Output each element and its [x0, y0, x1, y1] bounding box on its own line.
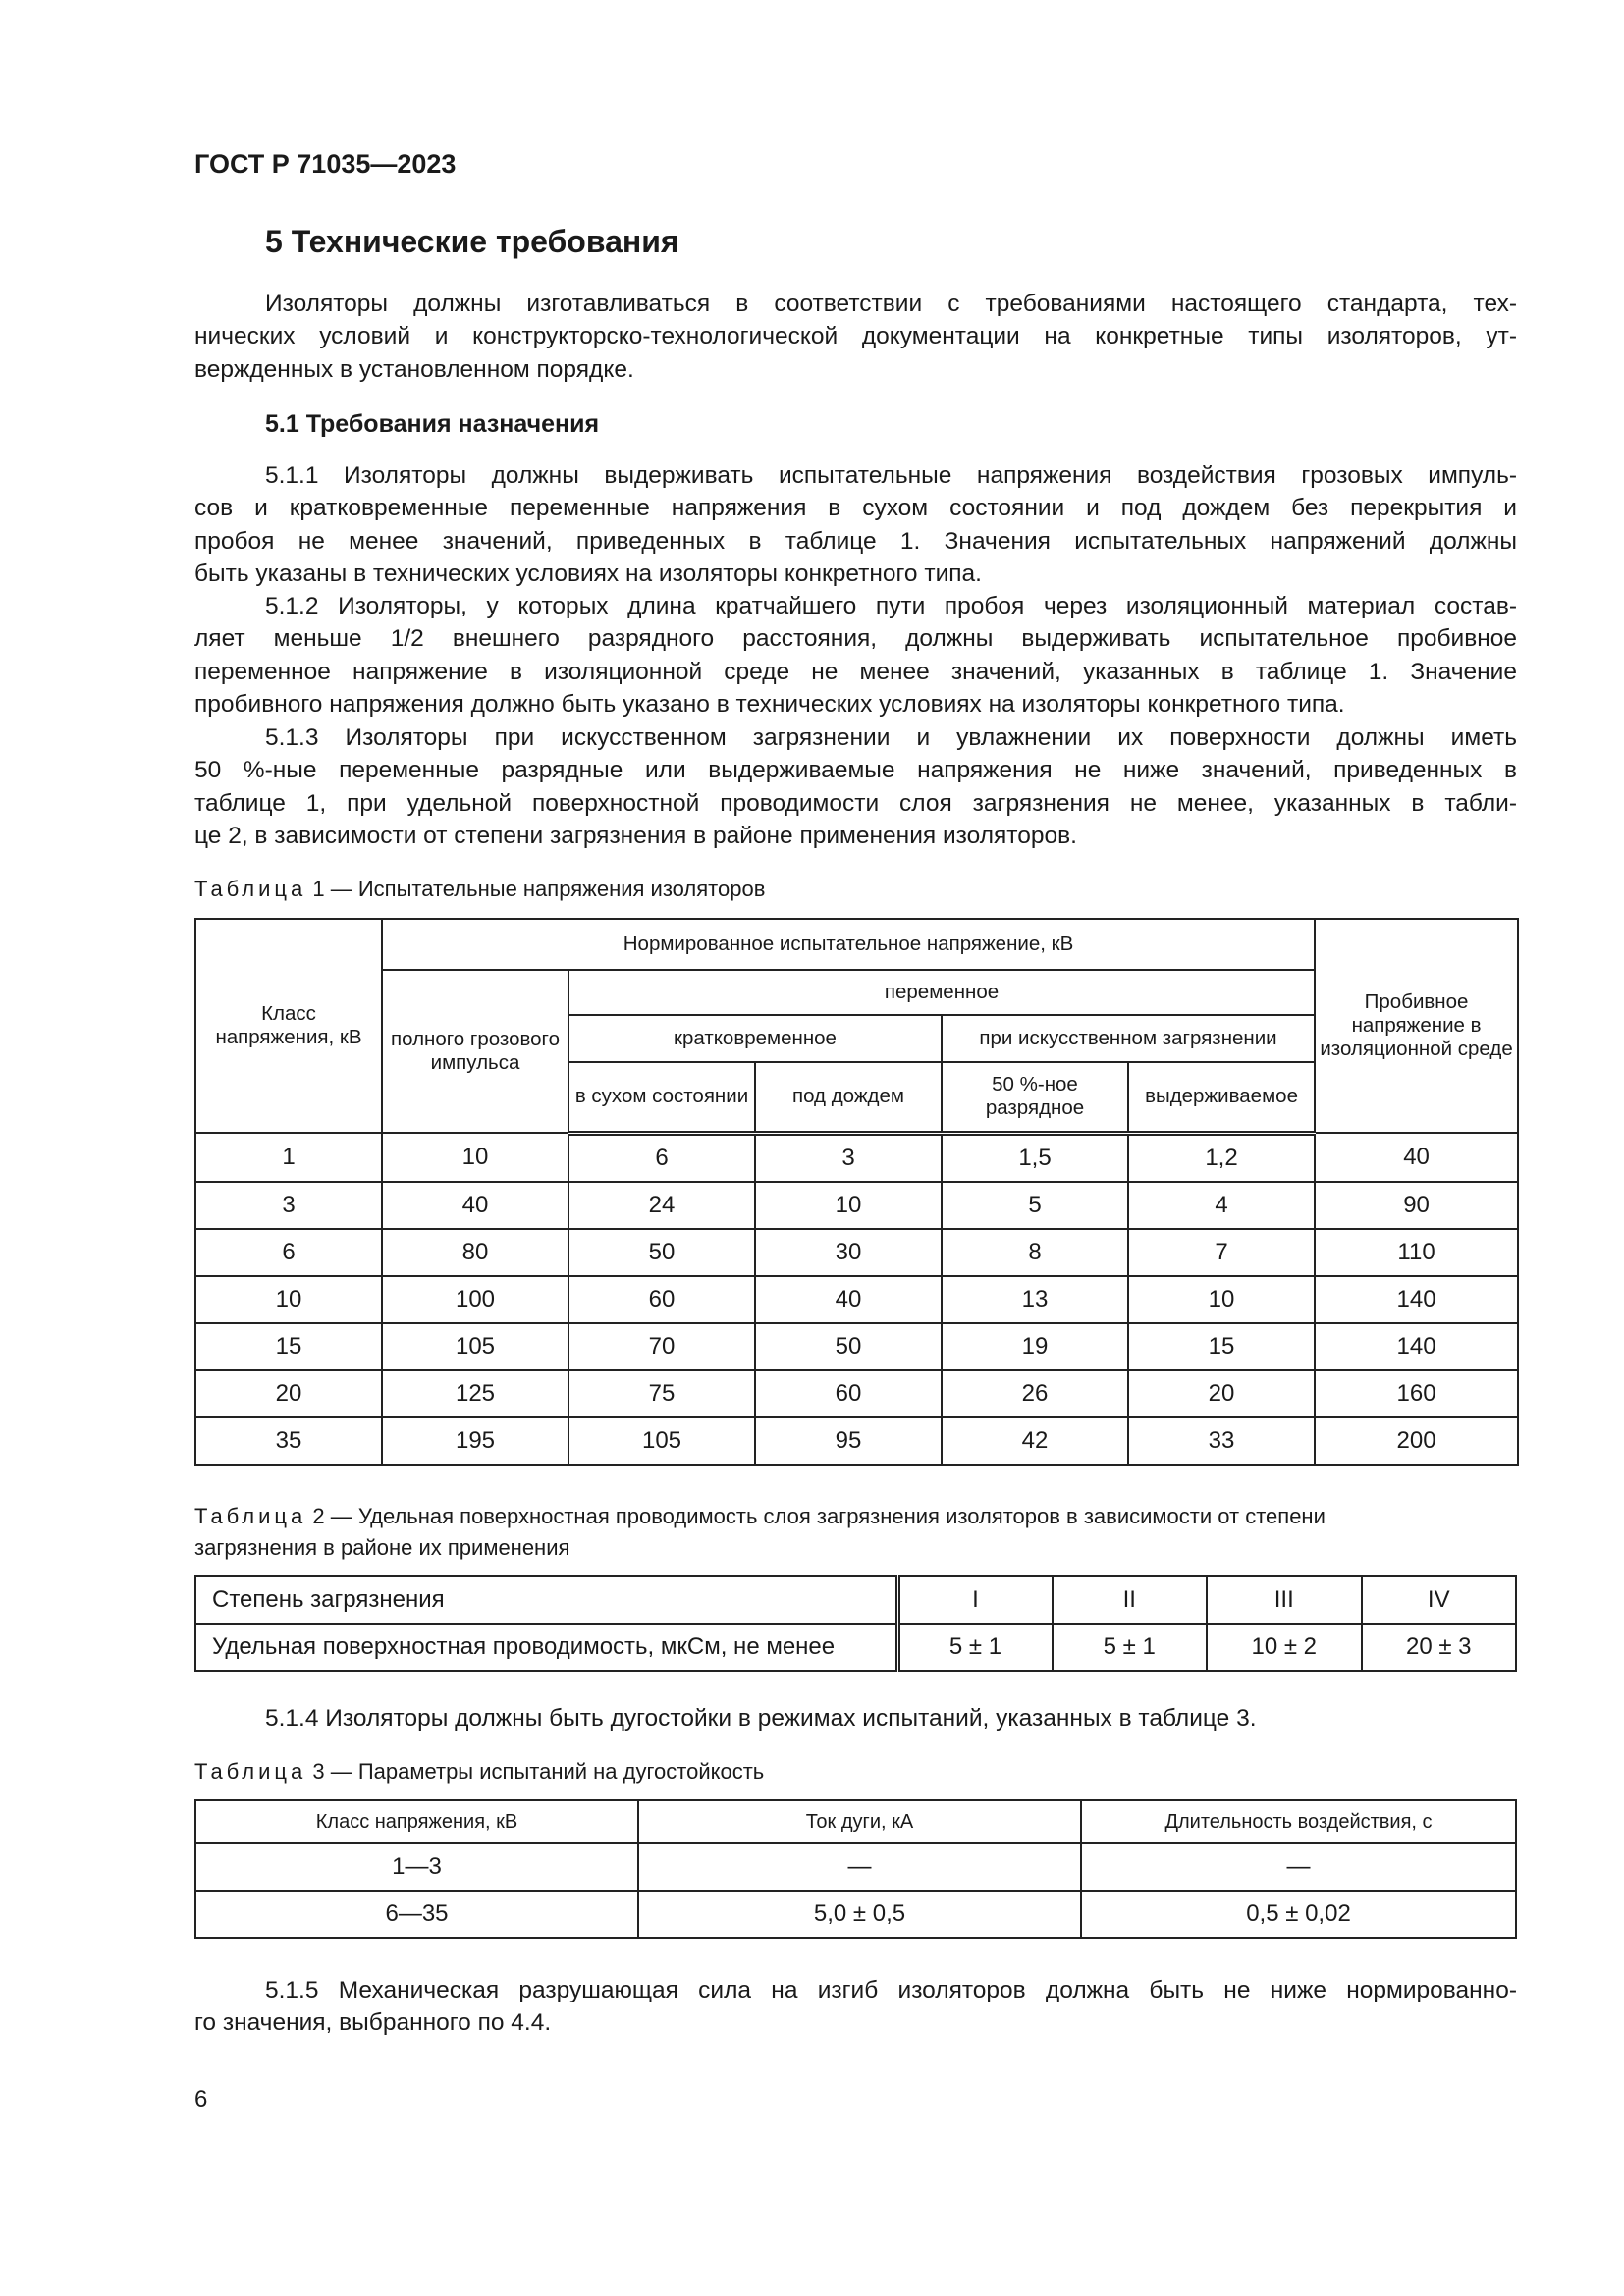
- table-row: [195, 1133, 1518, 1182]
- table-cell: 90: [1315, 1182, 1518, 1229]
- table-row: [195, 1576, 1516, 1624]
- table-test-voltages: [194, 918, 1519, 1466]
- table-row: [195, 1182, 1518, 1229]
- row-label-pollution-degree: Степень загрязнения: [195, 1576, 897, 1624]
- header-rain: под дождем: [755, 1062, 942, 1133]
- paragraph-5-1-3: [194, 721, 1517, 853]
- paragraph-line: 50 %-ные переменные разрядные или выдерживаемые напряжения не ниже значений, приведенных в: [194, 757, 1517, 784]
- table-cell: 20: [1128, 1370, 1315, 1417]
- table-cell: 30: [755, 1229, 942, 1276]
- table-row: [195, 1891, 1516, 1938]
- table-cell: 20 ± 3: [1362, 1624, 1517, 1671]
- table-cell: 100: [382, 1276, 568, 1323]
- paragraph-line: вержденных в установленном порядке.: [194, 355, 634, 383]
- paragraph-line: нических условий и конструкторско-технологической документации на конкретные типы изоляторов, ут-: [194, 323, 1517, 350]
- header-short-term: кратковременное: [568, 1015, 942, 1062]
- table-cell: 160: [1315, 1370, 1518, 1417]
- table-row: [195, 1323, 1518, 1370]
- table-row: [195, 1276, 1518, 1323]
- table-cell: 6: [568, 1133, 755, 1182]
- table-cell: 6: [195, 1229, 382, 1276]
- paragraph-line: це 2, в зависимости от степени загрязнения в районе применения изоляторов.: [194, 823, 1077, 850]
- document-header: ГОСТ Р 71035—2023: [194, 149, 457, 179]
- header-withstand: выдерживаемое: [1128, 1062, 1315, 1133]
- table-cell: 5 ± 1: [897, 1624, 1053, 1671]
- table-cell: 6—35: [195, 1891, 638, 1938]
- table-cell: 95: [755, 1417, 942, 1465]
- table-cell: 40: [1315, 1133, 1518, 1182]
- table-cell: 125: [382, 1370, 568, 1417]
- table-cell: 0,5 ± 0,02: [1081, 1891, 1516, 1938]
- table-cell: 1,2: [1128, 1133, 1315, 1182]
- table-row: [195, 1370, 1518, 1417]
- table-cell: 195: [382, 1417, 568, 1465]
- table-cell: 10: [195, 1276, 382, 1323]
- table-cell: 60: [755, 1370, 942, 1417]
- table-cell: 1—3: [195, 1843, 638, 1891]
- subsection-title: 5.1 Требования назначения: [265, 410, 600, 438]
- paragraph-5-1-1: [194, 459, 1517, 591]
- table-cell: II: [1053, 1576, 1208, 1624]
- header-class: Класс напряжения, кВ: [195, 919, 382, 1133]
- table1-caption: [194, 874, 1517, 905]
- table-cell: 5 ± 1: [1053, 1624, 1208, 1671]
- table-arc-resistance: [194, 1799, 1517, 1939]
- table-cell: 5,0 ± 0,5: [638, 1891, 1081, 1938]
- table-cell: 42: [942, 1417, 1128, 1465]
- page-number: 6: [194, 2086, 208, 2112]
- paragraph-line: 5.1.4 Изоляторы должны быть дугостойки в режимах испытаний, указанных в таблице 3.: [265, 1705, 1257, 1732]
- table-cell: 3: [195, 1182, 382, 1229]
- table-cell: 35: [195, 1417, 382, 1465]
- table-cell: 8: [942, 1229, 1128, 1276]
- table-cell: 70: [568, 1323, 755, 1370]
- table-row: [195, 1624, 1516, 1671]
- table-row: [195, 1417, 1518, 1465]
- table-cell: 26: [942, 1370, 1128, 1417]
- header-breakdown: Пробивное напряжение в изоляционной среде: [1315, 919, 1518, 1133]
- intro-paragraph: [194, 288, 1517, 386]
- paragraph-line: 5.1.5 Механическая разрушающая сила на изгиб изоляторов должна быть не ниже нормированно-: [265, 1977, 1517, 2003]
- caption-text-line2: загрязнения в районе их применения: [194, 1535, 570, 1560]
- table-row: [195, 1229, 1518, 1276]
- table-cell: 4: [1128, 1182, 1315, 1229]
- caption-text: 2 — Удельная поверхностная проводимость слоя загрязнения изоляторов в зависимости от степени: [312, 1504, 1326, 1528]
- row-label-conductivity: Удельная поверхностная проводимость, мкСм, не менее: [195, 1624, 897, 1671]
- paragraph-line: пробивного напряжения должно быть указано в технических условиях на изоляторы конкретного типа.: [194, 691, 1345, 719]
- table-cell: 140: [1315, 1276, 1518, 1323]
- table-header-cell: Класс напряжения, кВ: [195, 1800, 638, 1843]
- paragraph-line: пробоя не менее значений, приведенных в таблице 1. Значения испытательных напряжений должны: [194, 527, 1517, 555]
- table-cell: 200: [1315, 1417, 1518, 1465]
- table-cell: 15: [1128, 1323, 1315, 1370]
- paragraph-line: Изоляторы должны изготавливаться в соответствии с требованиями настоящего стандарта, тех-: [265, 291, 1517, 317]
- caption-label: Таблица: [194, 877, 307, 901]
- caption-text: 3 — Параметры испытаний на дугостойкость: [312, 1759, 765, 1784]
- table-conductivity: [194, 1575, 1517, 1672]
- paragraph-line: таблице 1, при удельной поверхностной проводимости слоя загрязнения не менее, указанных в табли-: [194, 789, 1517, 817]
- table-cell: 10 ± 2: [1207, 1624, 1362, 1671]
- paragraph-5-1-5: [194, 1974, 1517, 2040]
- table-header-cell: Длительность воздействия, с: [1081, 1800, 1516, 1843]
- header-ac: переменное: [568, 970, 1315, 1015]
- paragraph-5-1-2: [194, 590, 1517, 721]
- section-title: 5 Технические требования: [265, 224, 679, 259]
- table-cell: 1: [195, 1133, 382, 1182]
- table-cell: 15: [195, 1323, 382, 1370]
- table-cell: 140: [1315, 1323, 1518, 1370]
- header-normalized: Нормированное испытательное напряжение, кВ: [382, 919, 1315, 970]
- header-50-percent: 50 %-ное разрядное: [942, 1062, 1128, 1133]
- table-cell: 50: [568, 1229, 755, 1276]
- table-cell: 40: [755, 1276, 942, 1323]
- caption-label: Таблица: [194, 1759, 307, 1784]
- paragraph-line: ляет меньше 1/2 внешнего разрядного расстояния, должны выдерживать испытательное пробивное: [194, 625, 1517, 653]
- paragraph-line: 5.1.3 Изоляторы при искусственном загрязнении и увлажнении их поверхности должны иметь: [265, 724, 1517, 751]
- table-cell: 19: [942, 1323, 1128, 1370]
- header-pollution: при искусственном загрязнении: [942, 1015, 1315, 1062]
- table3-caption: [194, 1756, 1517, 1788]
- table-cell: I: [897, 1576, 1053, 1624]
- caption-label: Таблица: [194, 1504, 307, 1528]
- table-cell: 105: [382, 1323, 568, 1370]
- table-cell: 10: [755, 1182, 942, 1229]
- table-cell: 110: [1315, 1229, 1518, 1276]
- table-cell: 10: [382, 1133, 568, 1182]
- table-cell: 40: [382, 1182, 568, 1229]
- table-cell: —: [1081, 1843, 1516, 1891]
- paragraph-line: переменное напряжение в изоляционной среде не менее значений, указанных в таблице 1. Значение: [194, 658, 1517, 685]
- paragraph-line: сов и кратковременные переменные напряжения в сухом состоянии и под дождем без перекрытия и: [194, 495, 1517, 522]
- table-cell: 3: [755, 1133, 942, 1182]
- table-cell: III: [1207, 1576, 1362, 1624]
- table-cell: 13: [942, 1276, 1128, 1323]
- paragraph-5-1-4: [194, 1702, 1517, 1735]
- table-cell: 80: [382, 1229, 568, 1276]
- table-cell: 7: [1128, 1229, 1315, 1276]
- table-header-cell: Ток дуги, кА: [638, 1800, 1081, 1843]
- table-cell: —: [638, 1843, 1081, 1891]
- paragraph-line: 5.1.2 Изоляторы, у которых длина кратчайшего пути пробоя через изоляционный материал состав-: [265, 593, 1517, 619]
- table2-caption: [194, 1501, 1517, 1564]
- table-row: [195, 1843, 1516, 1891]
- table-cell: IV: [1362, 1576, 1517, 1624]
- paragraph-line: 5.1.1 Изоляторы должны выдерживать испытательные напряжения воздействия грозовых импуль-: [265, 462, 1517, 489]
- paragraph-line: го значения, выбранного по 4.4.: [194, 2009, 552, 2037]
- table-cell: 50: [755, 1323, 942, 1370]
- caption-text: 1 — Испытательные напряжения изоляторов: [312, 877, 766, 901]
- table-cell: 24: [568, 1182, 755, 1229]
- table-cell: 105: [568, 1417, 755, 1465]
- table-header-row: [195, 1800, 1516, 1843]
- table-cell: 20: [195, 1370, 382, 1417]
- table-cell: 10: [1128, 1276, 1315, 1323]
- table-cell: 75: [568, 1370, 755, 1417]
- table-cell: 1,5: [942, 1133, 1128, 1182]
- header-dry: в сухом состоянии: [568, 1062, 755, 1133]
- header-impulse: полного грозового импульса: [382, 970, 568, 1133]
- table-cell: 33: [1128, 1417, 1315, 1465]
- table-cell: 60: [568, 1276, 755, 1323]
- paragraph-line: быть указаны в технических условиях на изоляторы конкретного типа.: [194, 561, 982, 588]
- table-cell: 5: [942, 1182, 1128, 1229]
